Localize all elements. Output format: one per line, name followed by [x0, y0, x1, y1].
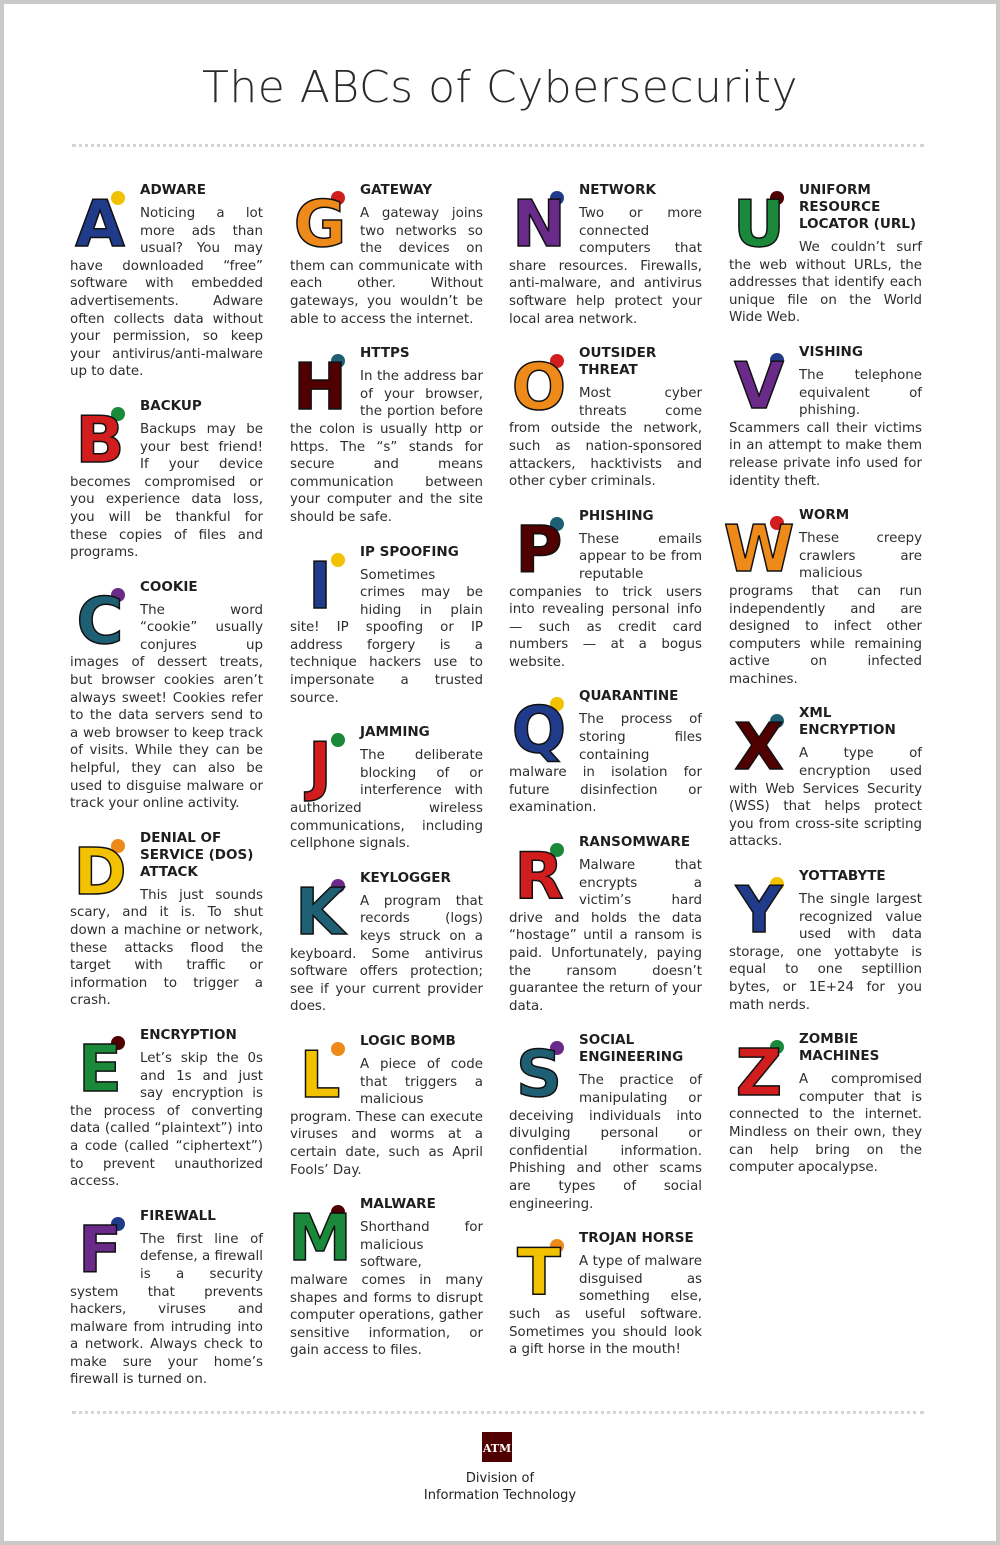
page-title: The ABCs of Cybersecurity — [201, 62, 798, 113]
entry-x — [729, 705, 922, 851]
definition-n: Two or more connected computers that share resources. Firewalls, anti-malware, and antivirus software help protect your local area network. — [509, 206, 702, 327]
column-2 — [290, 176, 483, 1377]
network-letter-n-icon — [509, 184, 571, 262]
entry-p — [509, 508, 702, 672]
svg-text:B: B — [75, 403, 125, 478]
entry-o — [509, 345, 702, 491]
svg-text:U: U — [733, 188, 785, 262]
logo-text: ATM — [482, 1442, 512, 1455]
entry-w — [723, 507, 922, 688]
svg-text:N: N — [512, 188, 566, 262]
entry-k — [290, 870, 483, 1016]
term-n: NETWORK — [579, 182, 656, 198]
definition-h: In the address bar of your browser, the portion before the colon is usually http or https. The “s” stands for secure and means communication between your computer and the site should be safe. — [290, 369, 483, 525]
svg-text:D: D — [73, 835, 127, 910]
definition-j: The deliberate blocking of or interference with authorized wireless communications, including cellphone signals. — [290, 748, 483, 852]
column-3 — [509, 176, 702, 1376]
https-letter-h-icon — [290, 347, 352, 426]
term-t: TROJAN HORSE — [579, 1230, 694, 1247]
term-k: KEYLOGGER — [360, 869, 451, 886]
term-x: XML ENCRYPTION — [799, 705, 896, 739]
term-v: VISHING — [799, 343, 863, 360]
term-a: ADWARE — [140, 182, 207, 198]
entry-q — [509, 688, 702, 817]
divider-top — [72, 144, 924, 147]
entry-l — [290, 1033, 483, 1179]
svg-text:A: A — [75, 188, 125, 262]
svg-text:Y: Y — [735, 874, 783, 949]
definition-p: These emails appear to be from reputable companies to trick users into revealing personal info — such as credit card numbers — at a bogus website. — [509, 531, 702, 670]
term-f: FIREWALL — [140, 1207, 216, 1224]
term-q: QUARANTINE — [579, 688, 679, 705]
definition-a: Noticing a lot more ads than usual? You may have downloaded “free” software with embedded advertisements. Adware often collects data without your permission, so keep your antivirus/anti-malware up to date. — [70, 206, 263, 380]
definition-v: The telephone equivalent of phishing. Scammers call their victims in an attempt to make them release private info used for identity theft. — [729, 367, 922, 489]
entry-t — [509, 1230, 702, 1359]
term-w: WORM — [799, 507, 850, 524]
cookie-letter-c-icon — [70, 581, 132, 659]
definition-k: A program that records (logs) keys struck on a keyboard. Some antivirus software offers protection; see if your current provider does. — [290, 893, 483, 1015]
definition-u: We couldn’t surf the web without URLs, the addresses that identify each unique file on the World Wide Web. — [729, 240, 922, 326]
ip-spoofing-letter-i-icon — [290, 546, 352, 624]
dos-letter-d-icon — [70, 832, 132, 910]
footer-line-1: Division of — [465, 1471, 535, 1486]
svg-text:I: I — [308, 549, 332, 624]
entry-y — [729, 868, 922, 1014]
svg-text:F: F — [78, 1213, 122, 1288]
definition-d: This just sounds scary, and it is. To shut down a machine or network, these attacks flood the target with traffic or information to trigger a crash. — [70, 887, 263, 1009]
entry-n — [509, 182, 702, 328]
entry-r — [509, 834, 702, 1015]
logic-bomb-letter-l-icon — [290, 1035, 352, 1113]
definition-m: Shorthand for malicious software, malware comes in many shapes and forms to disrupt computer operations, gather sensitive information, or gain access to files. — [290, 1220, 483, 1359]
adware-letter-a-icon — [70, 184, 132, 262]
svg-text:Z: Z — [735, 1037, 783, 1112]
term-o: OUTSIDER THREAT — [579, 345, 657, 379]
term-u: UNIFORM RESOURCE LOCATOR (URL) — [799, 182, 916, 232]
definition-l: A piece of code that triggers a malicious program. These can execute viruses and worms at a certain date, such as April Fools’ Day. — [290, 1056, 483, 1178]
yottabyte-letter-y-icon — [729, 870, 791, 949]
malware-letter-m-icon — [288, 1198, 352, 1277]
column-1 — [70, 176, 263, 1406]
entry-b — [70, 398, 263, 562]
term-l: LOGIC BOMB — [360, 1032, 456, 1049]
gateway-letter-g-icon — [290, 184, 352, 262]
term-s: SOCIAL ENGINEERING — [579, 1032, 684, 1066]
divider-bottom — [72, 1411, 924, 1414]
definition-w: These creepy crawlers are malicious programs that can run independently and are designed to infect other computers while remaining active on infected machines. — [729, 531, 922, 687]
zombie-machines-letter-z-icon — [729, 1033, 791, 1112]
term-i: IP SPOOFING — [360, 543, 459, 560]
footer-line-2: Information Technology — [423, 1488, 577, 1503]
entry-h — [290, 345, 483, 526]
definition-e: Let’s skip the 0s and 1s and just say encryption is the process of converting data (called “plaintext”) into a code (called “ciphertext”) to prevent unauthorized access. — [70, 1050, 263, 1190]
term-g: GATEWAY — [360, 182, 433, 198]
url-letter-u-icon — [729, 184, 791, 262]
svg-text:E: E — [78, 1032, 122, 1107]
definition-g: A gateway joins two networks so the devices on them can communicate with each other. Without gateways, you wouldn’t be able to access the internet. — [290, 206, 483, 327]
phishing-letter-p-icon — [509, 510, 571, 588]
svg-text:W: W — [723, 513, 795, 588]
entry-i — [290, 544, 483, 708]
term-y: YOTTABYTE — [799, 868, 886, 885]
entry-j — [290, 724, 483, 853]
quarantine-letter-q-icon — [509, 690, 571, 769]
poster — [4, 4, 996, 1541]
entry-c — [70, 579, 263, 813]
entry-d — [70, 830, 263, 1010]
svg-text:G: G — [293, 188, 347, 262]
term-b: BACKUP — [140, 397, 202, 414]
svg-text:H: H — [293, 351, 347, 426]
entry-f — [70, 1208, 263, 1389]
svg-text:S: S — [515, 1038, 563, 1113]
svg-text:V: V — [734, 349, 784, 424]
entry-v — [729, 344, 922, 490]
column-4 — [723, 176, 922, 1194]
definition-c: The word “cookie” usually conjures up images of dessert treats, but browser cookies aren’t always sweet! Cookies refer to the data servers send to a web browser to keep track of visits. While they can be helpful, they can also be used to disguise malware or track your online activity. — [70, 602, 263, 812]
term-d: DENIAL OF SERVICE (DOS) ATTACK — [140, 829, 254, 880]
outsider-threat-letter-o-icon — [509, 347, 571, 426]
encryption-letter-e-icon — [70, 1029, 132, 1107]
definition-s: The practice of manipulating or deceiving individuals into divulging personal or confidential information. Phishing and other scams are types of social engineering. — [509, 1073, 702, 1212]
definition-o: Most cyber threats come from outside the network, such as nation-sponsored attackers, hacktivists and other cyber criminals. — [509, 386, 702, 490]
definition-i: Sometimes crimes may be hiding in plain site! IP spoofing or IP address forgery is a technique hackers use to impersonate a trusted source. — [290, 567, 483, 706]
definition-t: A type of malware disguised as something else, such as useful software. Sometimes you should look a gift horse in the mouth! — [509, 1254, 702, 1358]
svg-text:K: K — [295, 875, 345, 950]
entry-g — [290, 182, 483, 328]
entry-m — [290, 1196, 483, 1360]
svg-text:C: C — [76, 584, 124, 659]
svg-text:O: O — [511, 351, 567, 426]
svg-text:P: P — [515, 513, 563, 588]
svg-text:J: J — [308, 730, 332, 805]
term-c: COOKIE — [140, 578, 198, 595]
ransomware-letter-r-icon — [509, 836, 571, 915]
jamming-letter-j-icon — [290, 726, 352, 805]
definition-b: Backups may be your best friend! If your device becomes compromised or you experience data loss, you will be thankful for these copies of files and programs. — [70, 421, 263, 561]
term-p: PHISHING — [579, 507, 654, 524]
definition-f: The first line of defense, a firewall is a security system that prevents hackers, viruses and malware from intruding into a network. Always check to make sure your home’s firewall is turned on. — [70, 1231, 263, 1388]
entry-s — [509, 1032, 702, 1213]
definition-x: A type of encryption used with Web Services Security (WSS) that helps protect you from cross-site scripting attacks. — [729, 746, 922, 850]
xml-encryption-letter-x-icon — [729, 707, 791, 786]
svg-text:X: X — [734, 711, 784, 786]
term-z: ZOMBIE MACHINES — [799, 1031, 880, 1065]
atm-logo-icon — [482, 1432, 512, 1462]
vishing-letter-v-icon — [729, 346, 791, 424]
entry-e — [70, 1027, 263, 1191]
firewall-letter-f-icon — [70, 1210, 132, 1288]
definition-z: A compromised computer that is connected to the internet. Mindless on their own, they can help bring on the computer apocalypse. — [729, 1072, 922, 1176]
definition-r: Malware that encrypts a victim’s hard drive and holds the data “hostage” until a ransom is paid. Unfortunately, paying the ransom doesn’t guarantee the return of your data. — [509, 858, 702, 1014]
backup-letter-b-icon — [70, 400, 132, 478]
svg-text:M: M — [288, 1202, 352, 1277]
entry-z — [729, 1031, 922, 1177]
term-m: MALWARE — [360, 1196, 436, 1213]
definition-q: The process of storing files containing malware in isolation for future disinfection or examination. — [509, 712, 702, 816]
svg-text:R: R — [514, 840, 564, 915]
term-r: RANSOMWARE — [579, 834, 691, 851]
svg-text:Q: Q — [511, 694, 567, 769]
worm-letter-w-icon — [723, 509, 795, 588]
social-engineering-letter-s-icon — [509, 1034, 571, 1113]
term-h: HTTPS — [360, 345, 410, 362]
svg-text:T: T — [517, 1236, 561, 1311]
term-e: ENCRYPTION — [140, 1026, 237, 1043]
entry-a — [70, 182, 263, 381]
entry-u — [729, 182, 922, 327]
definition-y: The single largest recognized value used with data storage, one yottabyte is equal to one septillion bytes, or 1E+24 for you math nerds. — [729, 892, 922, 1013]
svg-text:L: L — [299, 1038, 341, 1113]
trojan-horse-letter-t-icon — [509, 1232, 571, 1311]
keylogger-letter-k-icon — [290, 872, 352, 950]
term-j: JAMMING — [360, 724, 430, 741]
